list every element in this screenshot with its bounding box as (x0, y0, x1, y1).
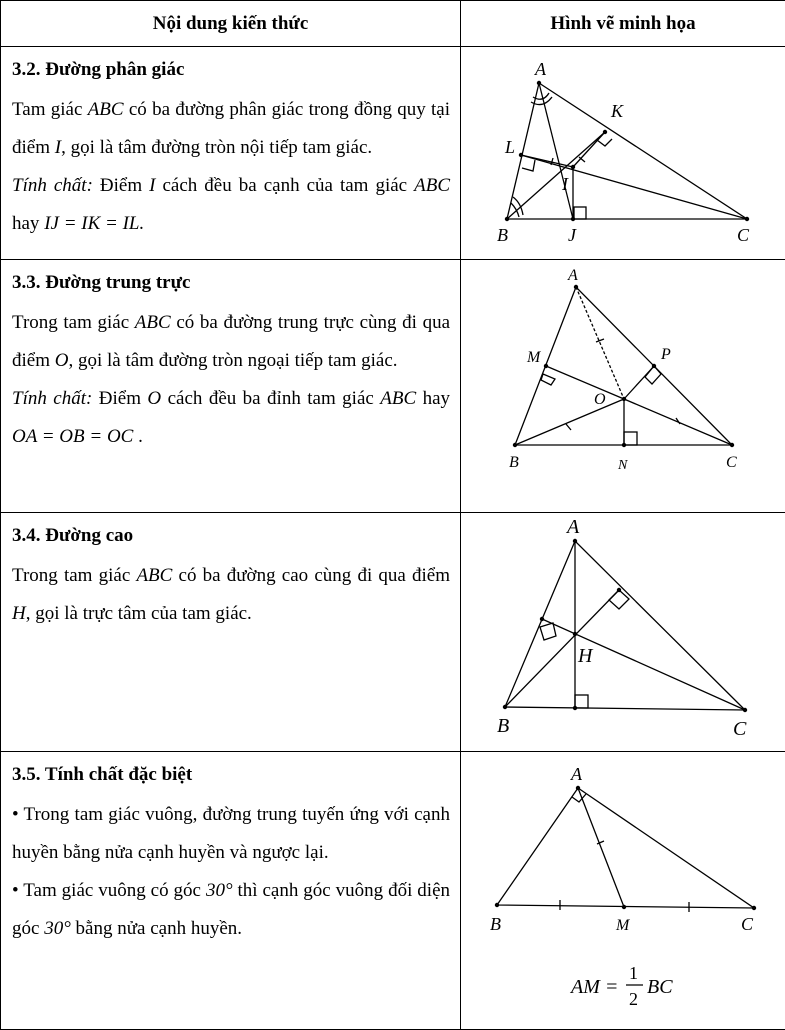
label-L: L (504, 137, 515, 157)
section-special-property (1, 752, 460, 948)
paragraph: Trong tam giác ABC có ba đường cao cùng đi qua điểm H, gọi là trực tâm của tam giác. (12, 557, 450, 633)
label-H: H (577, 645, 594, 667)
label-K: K (610, 101, 624, 121)
label-B: B (497, 225, 508, 245)
label-N: N (617, 458, 628, 473)
label-O: O (594, 391, 606, 408)
section-title: 3.3. Đường trung trực (12, 268, 450, 298)
label-C: C (733, 718, 747, 740)
figure-angle-bisector (461, 47, 785, 259)
label-A: A (534, 59, 547, 79)
label-B: B (509, 454, 519, 471)
section-title: 3.4. Đường cao (12, 521, 450, 551)
label-M: M (526, 349, 542, 366)
paragraph: Tam giác ABC có ba đường phân giác trong đồng quy tại điểm I, gọi là tâm đường tròn nội tiếp tam giác. (12, 91, 450, 167)
label-B: B (490, 914, 501, 934)
section-angle-bisector (1, 47, 460, 243)
header-illustration: Hình vẽ minh họa (461, 1, 785, 47)
label-A: A (570, 764, 583, 784)
label-J: J (568, 225, 577, 245)
property-paragraph: Tính chất: Điểm O cách đều ba đỉnh tam giác ABC hay OA = OB = OC . (12, 380, 450, 456)
figure-perpendicular-bisector (461, 260, 785, 512)
label-A: A (567, 267, 578, 284)
section-title: 3.2. Đường phân giác (12, 55, 450, 85)
svg-text:1: 1 (629, 963, 638, 983)
property-paragraph: Tính chất: Điểm I cách đều ba cạnh của tam giác ABC hay IJ = IK = IL. (12, 167, 450, 243)
section-altitude (1, 513, 460, 633)
label-C: C (726, 454, 737, 471)
label-A: A (565, 516, 580, 538)
section-perpendicular-bisector (1, 260, 460, 456)
label-C: C (741, 914, 754, 934)
paragraph: Trong tam giác ABC có ba đường trung trực cùng đi qua điểm O, gọi là tâm đường tròn ngoại tiếp tam giác. (12, 304, 450, 380)
section-title: 3.5. Tính chất đặc biệt (12, 760, 450, 790)
label-B: B (497, 715, 509, 737)
label-I: I (561, 174, 569, 194)
bullet-1: • Trong tam giác vuông, đường trung tuyến ứng với cạnh huyền bằng nửa cạnh huyền và ngược lại. (12, 796, 450, 872)
svg-text:BC: BC (647, 976, 673, 998)
svg-text:AM =: AM = (569, 976, 618, 998)
label-C: C (737, 225, 750, 245)
figure-altitude (461, 513, 785, 751)
figure-right-triangle (461, 752, 785, 1029)
svg-text:2: 2 (629, 989, 638, 1009)
formula-am-half-bc (569, 963, 673, 1009)
header-content: Nội dung kiến thức (1, 1, 461, 47)
label-M: M (615, 917, 631, 934)
bullet-2: • Tam giác vuông có góc 30° thì cạnh góc vuông đối diện góc 30° bằng nửa cạnh huyền. (12, 872, 450, 948)
label-P: P (660, 346, 671, 363)
